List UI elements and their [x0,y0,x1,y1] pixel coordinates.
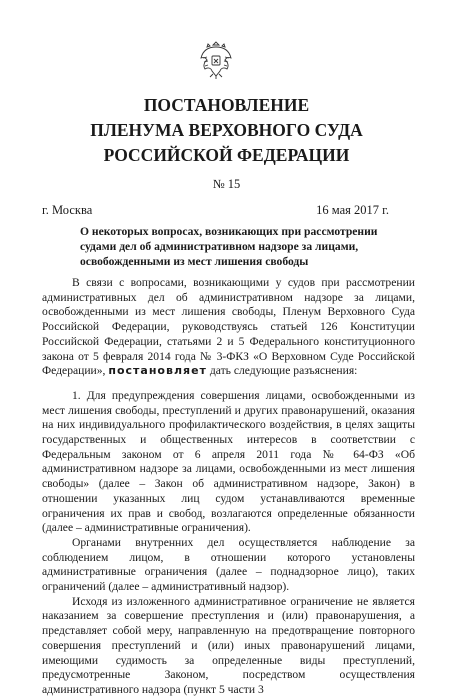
body-paragraph: 1. Для предупреждения совершения лицами, освобожденными из мест лишения свободы, преступлений и других правонарушений, оказания на них индивидуального профилактического воздействия, в целях защиты государственных и общественных интересов в соответствии с Федеральным законом от 6 апреля 2011 года № 64-ФЗ «Об административном надзоре за лицами, освобожденными из мест лишения свободы» (далее – Закон об административном надзоре, Закон) в отношении указанных лиц судом устанавливаются временные ограничения их прав и свобод, возлагаются определенные обязанности (далее – административные ограничения). [42,388,415,535]
document-title [40,93,413,168]
intro-keyword: постановляет [108,364,207,378]
document-subject [80,224,380,269]
title-line: ПОСТАНОВЛЕНИЕ [143,95,310,115]
russian-coat-of-arms-icon [199,38,233,80]
subject-line: О некоторых вопросах, возникающих при рассмотрении [80,225,378,238]
subject-line: освобожденными из мест лишения свободы [80,255,309,268]
intro-tail: дать следующие разъяснения: [209,364,358,378]
intro-text: В связи с вопросами, возникающими у судов при рассмотрении административных дел об административном надзоре за лицами, освобожденными из мест лишения свободы, Пленум Верховного Суда Российской Федерации, руководствуясь статьей 126 Конституции Российской Федерации, статьями 2 и 5 Федерального конституционного закона от 5 февраля 2014 года № 3-ФКЗ «О Верховном Суде Российской Федерации», [42,276,415,378]
intro-paragraph [42,276,415,379]
subject-line: судами дел об административном надзоре за лицами, [80,240,359,253]
title-line: ПЛЕНУМА ВЕРХОВНОГО СУДА [90,120,363,140]
body-paragraph: Органами внутренних дел осуществляется наблюдение за соблюдением лицом, в отношении которого установлены административные ограничения (далее – поднадзорное лицо), таких ограничений (далее – административный надзор). [42,535,415,594]
document-date: 16 мая 2017 г. [316,203,389,217]
document-city: г. Москва [42,203,93,217]
document-number: № 15 [212,177,241,191]
document-body [42,276,415,698]
title-line: РОССИЙСКОЙ ФЕДЕРАЦИИ [103,145,350,165]
body-paragraph: Исходя из изложенного административное ограничение не является наказанием за совершение преступления и (или) правонарушения, а представляет собой меру, направленную на предотвращение повторного совершения преступлений и (или) иных правонарушений лицами, имеющими судимость за определенные виды преступлений, предусмотренные Законом, посредством осуществления административного надзора (пункт 5 части 3 [42,594,415,696]
